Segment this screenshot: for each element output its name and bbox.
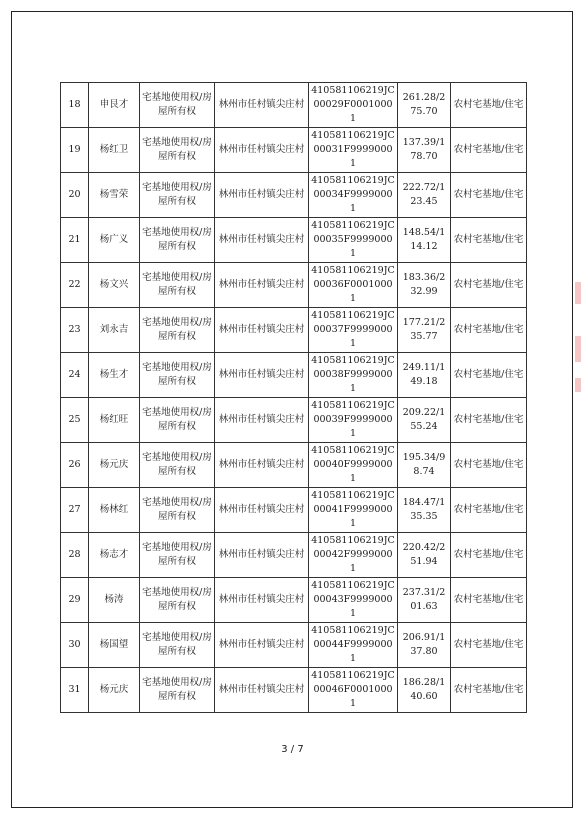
location-cell: 林州市任村镇尖庄村 xyxy=(215,308,309,353)
usage-cell: 农村宅基地/住宅 xyxy=(451,263,527,308)
location-cell: 林州市任村镇尖庄村 xyxy=(215,128,309,173)
name-cell: 杨林红 xyxy=(89,488,140,533)
usage-cell: 农村宅基地/住宅 xyxy=(451,578,527,623)
right-type-cell: 宅基地使用权/房屋所有权 xyxy=(140,668,215,713)
location-cell: 林州市任村镇尖庄村 xyxy=(215,83,309,128)
right-type-cell: 宅基地使用权/房屋所有权 xyxy=(140,308,215,353)
usage-cell: 农村宅基地/住宅 xyxy=(451,128,527,173)
name-cell: 杨雪荣 xyxy=(89,173,140,218)
location-cell: 林州市任村镇尖庄村 xyxy=(215,488,309,533)
row-number-cell: 23 xyxy=(61,308,89,353)
area-cell: 237.31/201.63 xyxy=(398,578,451,623)
area-cell: 195.34/98.74 xyxy=(398,443,451,488)
name-cell: 杨国望 xyxy=(89,623,140,668)
right-type-cell: 宅基地使用权/房屋所有权 xyxy=(140,533,215,578)
row-number-cell: 25 xyxy=(61,398,89,443)
usage-cell: 农村宅基地/住宅 xyxy=(451,308,527,353)
name-cell: 杨元庆 xyxy=(89,443,140,488)
seal-fragment xyxy=(575,282,581,304)
usage-cell: 农村宅基地/住宅 xyxy=(451,668,527,713)
row-number-cell: 21 xyxy=(61,218,89,263)
usage-cell: 农村宅基地/住宅 xyxy=(451,218,527,263)
right-type-cell: 宅基地使用权/房屋所有权 xyxy=(140,218,215,263)
table-row xyxy=(61,263,527,308)
row-number-cell: 20 xyxy=(61,173,89,218)
usage-cell: 农村宅基地/住宅 xyxy=(451,623,527,668)
table-row xyxy=(61,353,527,398)
row-number-cell: 31 xyxy=(61,668,89,713)
area-cell: 222.72/123.45 xyxy=(398,173,451,218)
unit-code-cell: 410581106219JC00029F00010001 xyxy=(309,83,398,128)
name-cell: 刘永吉 xyxy=(89,308,140,353)
unit-code-cell: 410581106219JC00041F99990001 xyxy=(309,488,398,533)
table-row xyxy=(61,308,527,353)
right-type-cell: 宅基地使用权/房屋所有权 xyxy=(140,128,215,173)
page-number: 3 / 7 xyxy=(281,744,304,755)
table-row xyxy=(61,173,527,218)
area-cell: 249.11/149.18 xyxy=(398,353,451,398)
location-cell: 林州市任村镇尖庄村 xyxy=(215,623,309,668)
area-cell: 209.22/155.24 xyxy=(398,398,451,443)
name-cell: 杨红旺 xyxy=(89,398,140,443)
unit-code-cell: 410581106219JC00043F99990001 xyxy=(309,578,398,623)
usage-cell: 农村宅基地/住宅 xyxy=(451,83,527,128)
area-cell: 186.28/140.60 xyxy=(398,668,451,713)
right-type-cell: 宅基地使用权/房屋所有权 xyxy=(140,488,215,533)
table-row xyxy=(61,83,527,128)
table-body xyxy=(61,83,527,713)
location-cell: 林州市任村镇尖庄村 xyxy=(215,398,309,443)
unit-code-cell: 410581106219JC00031F99990001 xyxy=(309,128,398,173)
unit-code-cell: 410581106219JC00035F99990001 xyxy=(309,218,398,263)
row-number-cell: 30 xyxy=(61,623,89,668)
unit-code-cell: 410581106219JC00044F99990001 xyxy=(309,623,398,668)
row-number-cell: 19 xyxy=(61,128,89,173)
usage-cell: 农村宅基地/住宅 xyxy=(451,353,527,398)
unit-code-cell: 410581106219JC00038F99990001 xyxy=(309,353,398,398)
unit-code-cell: 410581106219JC00040F99990001 xyxy=(309,443,398,488)
area-cell: 177.21/235.77 xyxy=(398,308,451,353)
table-row xyxy=(61,668,527,713)
usage-cell: 农村宅基地/住宅 xyxy=(451,398,527,443)
seal-fragment xyxy=(575,336,581,362)
usage-cell: 农村宅基地/住宅 xyxy=(451,533,527,578)
name-cell: 杨文兴 xyxy=(89,263,140,308)
registration-table xyxy=(60,82,527,713)
name-cell: 杨元庆 xyxy=(89,668,140,713)
area-cell: 148.54/114.12 xyxy=(398,218,451,263)
row-number-cell: 26 xyxy=(61,443,89,488)
right-type-cell: 宅基地使用权/房屋所有权 xyxy=(140,398,215,443)
name-cell: 申艮才 xyxy=(89,83,140,128)
area-cell: 137.39/178.70 xyxy=(398,128,451,173)
right-type-cell: 宅基地使用权/房屋所有权 xyxy=(140,173,215,218)
row-number-cell: 22 xyxy=(61,263,89,308)
table-row xyxy=(61,128,527,173)
location-cell: 林州市任村镇尖庄村 xyxy=(215,173,309,218)
row-number-cell: 24 xyxy=(61,353,89,398)
usage-cell: 农村宅基地/住宅 xyxy=(451,173,527,218)
usage-cell: 农村宅基地/住宅 xyxy=(451,488,527,533)
seal-fragment xyxy=(575,378,581,392)
usage-cell: 农村宅基地/住宅 xyxy=(451,443,527,488)
area-cell: 220.42/251.94 xyxy=(398,533,451,578)
right-type-cell: 宅基地使用权/房屋所有权 xyxy=(140,83,215,128)
right-type-cell: 宅基地使用权/房屋所有权 xyxy=(140,353,215,398)
location-cell: 林州市任村镇尖庄村 xyxy=(215,353,309,398)
location-cell: 林州市任村镇尖庄村 xyxy=(215,218,309,263)
right-type-cell: 宅基地使用权/房屋所有权 xyxy=(140,443,215,488)
table-row xyxy=(61,218,527,263)
location-cell: 林州市任村镇尖庄村 xyxy=(215,443,309,488)
document-page xyxy=(60,82,526,713)
right-type-cell: 宅基地使用权/房屋所有权 xyxy=(140,578,215,623)
name-cell: 杨广义 xyxy=(89,218,140,263)
table-row xyxy=(61,578,527,623)
name-cell: 杨志才 xyxy=(89,533,140,578)
table-row xyxy=(61,398,527,443)
table-row xyxy=(61,443,527,488)
area-cell: 184.47/135.35 xyxy=(398,488,451,533)
right-type-cell: 宅基地使用权/房屋所有权 xyxy=(140,263,215,308)
row-number-cell: 29 xyxy=(61,578,89,623)
name-cell: 杨红卫 xyxy=(89,128,140,173)
unit-code-cell: 410581106219JC00034F99990001 xyxy=(309,173,398,218)
name-cell: 杨涛 xyxy=(89,578,140,623)
location-cell: 林州市任村镇尖庄村 xyxy=(215,533,309,578)
unit-code-cell: 410581106219JC00046F00010001 xyxy=(309,668,398,713)
area-cell: 183.36/232.99 xyxy=(398,263,451,308)
name-cell: 杨生才 xyxy=(89,353,140,398)
right-type-cell: 宅基地使用权/房屋所有权 xyxy=(140,623,215,668)
unit-code-cell: 410581106219JC00036F00010001 xyxy=(309,263,398,308)
area-cell: 261.28/275.70 xyxy=(398,83,451,128)
unit-code-cell: 410581106219JC00037F99990001 xyxy=(309,308,398,353)
row-number-cell: 18 xyxy=(61,83,89,128)
table-row xyxy=(61,623,527,668)
unit-code-cell: 410581106219JC00042F99990001 xyxy=(309,533,398,578)
location-cell: 林州市任村镇尖庄村 xyxy=(215,668,309,713)
location-cell: 林州市任村镇尖庄村 xyxy=(215,578,309,623)
location-cell: 林州市任村镇尖庄村 xyxy=(215,263,309,308)
area-cell: 206.91/137.80 xyxy=(398,623,451,668)
row-number-cell: 28 xyxy=(61,533,89,578)
table-row xyxy=(61,488,527,533)
row-number-cell: 27 xyxy=(61,488,89,533)
unit-code-cell: 410581106219JC00039F99990001 xyxy=(309,398,398,443)
table-row xyxy=(61,533,527,578)
